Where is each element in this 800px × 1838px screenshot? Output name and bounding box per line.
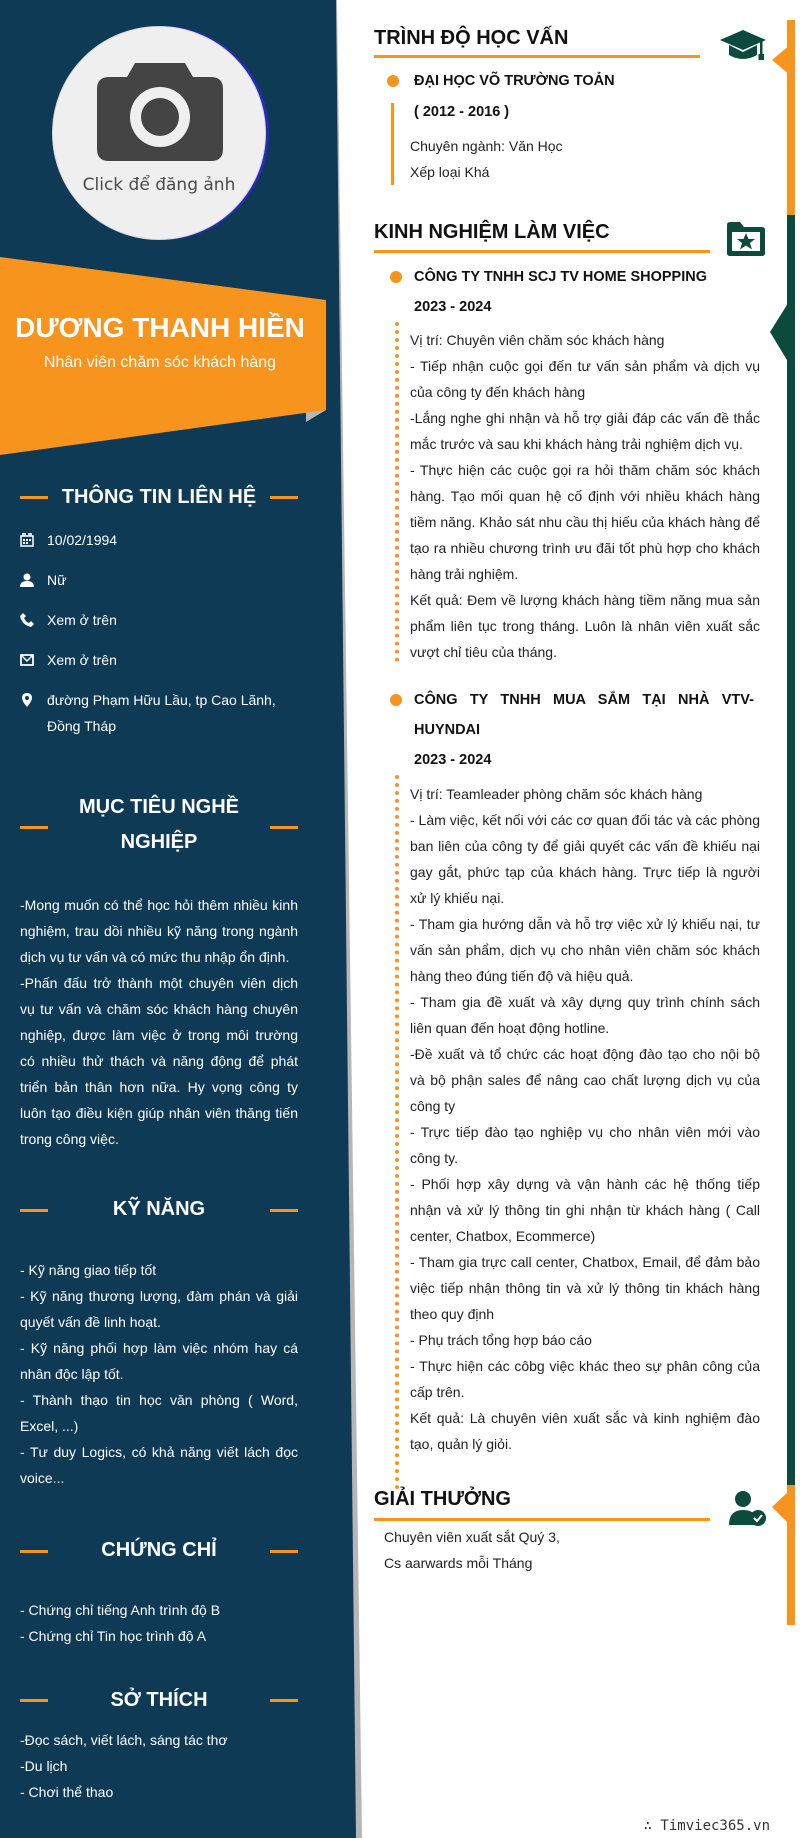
full-name: DƯƠNG THANH HIỀN <box>15 312 305 343</box>
site-watermark: ∴ Timviec365.vn <box>643 1818 770 1834</box>
skills-title: KỸ NĂNG <box>112 1198 206 1220</box>
award-item: Cs aarwards mỗi Tháng <box>384 1555 533 1571</box>
job-1-timeline <box>395 322 399 662</box>
job-1-company: CÔNG TY TNHH SCJ TV HOME SHOPPING <box>414 269 707 285</box>
location-icon <box>20 693 34 707</box>
job-bullet <box>390 694 402 706</box>
profile-photo-upload[interactable] <box>52 26 266 240</box>
job-1-line: - Thực hiện các cuộc gọi ra hỏi thăm chăm sóc khách hàng. Tạo mối quan hệ cố định với nhiều khách hàng tiềm năng. Khảo sát nhu cầu thị hiếu của khách hàng để tạo ra nhiều chương trình ưu đãi tốt phù hợp cho khách hàng trải nghiệm. <box>410 462 760 582</box>
section-dash-right <box>270 826 298 829</box>
contact-birthday-row <box>20 527 306 553</box>
user-check-icon <box>729 1490 767 1526</box>
education-major: Chuyên ngành: Văn Học <box>410 138 563 154</box>
skill-item: - Thành thạo tin học văn phòng ( Word, Excel, ...) <box>20 1392 298 1434</box>
education-period: ( 2012 - 2016 ) <box>414 104 510 120</box>
hobby-item: -Du lịch <box>20 1758 68 1774</box>
accent-notch-3 <box>772 1490 790 1525</box>
awards-title: GIẢI THƯỞNG <box>374 1488 511 1510</box>
contact-address-row <box>20 687 306 739</box>
experience-title-underline <box>374 250 710 253</box>
contact-email-row <box>20 647 306 673</box>
contact-gender-row <box>20 567 306 593</box>
job-2-line: - Phối hợp xây dựng và vận hành các hệ thống tiếp nhận và xử lý thông tin ghi nhận từ khách hàng ( Call center, Chatbox, Ecommerce) <box>410 1176 760 1244</box>
phone-icon <box>20 613 34 627</box>
camera-icon <box>97 59 223 161</box>
hobby-item: - Chơi thể thao <box>20 1784 114 1800</box>
job-2-timeline <box>395 775 399 1490</box>
gender-value: Nữ <box>47 572 67 588</box>
skill-item: - Tư duy Logics, có khả năng viết lách đọc voice... <box>20 1444 298 1486</box>
address-value: đường Phạm Hữu Lầu, tp Cao Lãnh, Đồng Tháp <box>47 692 276 734</box>
contact-phone-row <box>20 607 306 633</box>
skills-text <box>20 1257 298 1491</box>
award-item: Chuyên viên xuất sắt Quý 3, <box>384 1529 560 1545</box>
job-2-line: Vị trí: Teamleader phòng chăm sóc khách hàng <box>410 786 703 802</box>
hobbies-text <box>20 1727 298 1805</box>
folder-star-icon <box>727 222 765 256</box>
skill-item: - Kỹ năng thương lượng, đàm phán và giải quyết vấn đề linh hoạt. <box>20 1288 298 1330</box>
objective-line: -Phấn đấu trở thành một chuyên viên dịch vụ tư vấn và chăm sóc khách hàng chuyên nghiệp, được làm việc ở trong môi trường có nhiều thử thách và năng động để phát triển bản thân hơn nữa. Hy vọng công ty luôn tạo điều kiện giúp nhân viên thăng tiến trong công việc. <box>20 975 298 1147</box>
education-title-underline <box>374 55 700 58</box>
education-title: TRÌNH ĐỘ HỌC VẤN <box>374 27 569 49</box>
job-2-company: CÔNG TY TNHH MUA SẮM TẠI NHÀ VTV-HUYNDAI <box>414 692 754 738</box>
job-2-line: -Đề xuất và tổ chức các hoạt động đào tạo cho nội bộ và bộ phận sales để nâng cao chất lượng dịch vụ của công ty <box>410 1046 760 1114</box>
graduation-cap-icon <box>720 30 766 64</box>
section-dash-left <box>20 826 48 829</box>
job-2-line: - Tham gia hướng dẫn và hỗ trợ việc xử lý khiếu nại, tư vấn sản phẩm, dịch vụ cho nhân viên chăm sóc khách hàng theo đúng tiến độ và hiệu quả. <box>410 916 760 984</box>
objective-title: MỤC TIÊU NGHỀ NGHIỆP <box>79 796 239 853</box>
hobby-item: -Đọc sách, viết lách, sáng tác thơ <box>20 1732 228 1748</box>
education-bullet <box>387 75 399 87</box>
birthday-value: 10/02/1994 <box>47 532 118 548</box>
job-1-line: Kết quả: Đem về lượng khách hàng tiềm năng mua sản phẩm liên tục trong tháng. Luôn là nhân viên xuất sắc vượt chỉ tiêu của tháng. <box>410 592 760 660</box>
job-2-line: - Làm việc, kết nối với các cơ quan đối tác và các phòng ban liên của công ty để giải quyết các vấn đề khiếu nại gay gắt, phức tạp của khách hàng. Trực tiếp là người xử lý khiếu nại. <box>410 812 760 906</box>
job-bullet <box>390 271 402 283</box>
awards-title-underline <box>374 1518 710 1521</box>
education-rank: Xếp loại Khá <box>410 164 490 180</box>
school-name: ĐẠI HỌC VÕ TRƯỜNG TOẢN <box>414 73 615 89</box>
contact-title: THÔNG TIN LIÊN HỆ <box>61 486 257 508</box>
skill-item: - Kỹ năng phối hợp làm việc nhóm hay cá nhân độc lập tốt. <box>20 1340 298 1382</box>
skill-item: - Kỹ năng giao tiếp tốt <box>20 1262 157 1278</box>
phone-value: Xem ở trên <box>47 612 117 628</box>
job-2-details <box>410 781 760 1457</box>
job-title: Nhân viên chăm sóc khách hàng <box>43 354 277 371</box>
job-2-line: - Trực tiếp đào tạo nghiệp vụ cho nhân viên mới vào công ty. <box>410 1124 760 1166</box>
job-1-line: -Lắng nghe ghi nhận và hỗ trợ giải đáp các vấn đề thắc mắc trước và sau khi khách hàng trải nghiệm dịch vụ. <box>410 410 760 452</box>
certificates-title: CHỨNG CHỈ <box>101 1539 217 1561</box>
accent-notch-2 <box>770 300 790 365</box>
certificates-text <box>20 1597 298 1649</box>
job-2-line: - Phụ trách tổng hợp báo cáo <box>410 1332 592 1348</box>
awards-details <box>384 1524 744 1576</box>
accent-notch-1 <box>772 45 790 75</box>
objective-line: -Mong muốn có thể học hỏi thêm nhiều kinh nghiệm, trau dồi nhiều kỹ năng trong ngành dịch vụ tư vấn và có mức thu nhập ổn định. <box>20 897 298 965</box>
email-value: Xem ở trên <box>47 652 117 668</box>
education-timeline <box>391 103 394 185</box>
right-accent-green <box>787 215 795 1485</box>
education-details <box>410 133 760 185</box>
certificate-item: - Chứng chỉ tiếng Anh trình độ B <box>20 1602 221 1618</box>
job-2-period: 2023 - 2024 <box>414 752 492 768</box>
job-2-line: - Tham gia trực call center, Chatbox, Email, để đảm bảo việc tiếp nhận thông tin và xử lý thông tin khách hàng theo quy định <box>410 1254 760 1322</box>
user-icon <box>20 573 34 587</box>
certificate-item: - Chứng chỉ Tin học trình độ A <box>20 1628 207 1644</box>
job-1-line: - Tiếp nhận cuộc gọi đến tư vấn sản phẩm và dịch vụ của công ty đến khách hàng <box>410 358 760 400</box>
calendar-icon <box>20 533 34 547</box>
job-1-line: Vị trí: Chuyên viên chăm sóc khách hàng <box>410 332 665 348</box>
email-icon <box>20 653 34 667</box>
job-2-line: - Tham gia đề xuất và xây dựng quy trình chính sách liên quan đến hoạt động hotline. <box>410 994 760 1036</box>
experience-title: KINH NGHIỆM LÀM VIỆC <box>374 221 610 243</box>
job-1-period: 2023 - 2024 <box>414 299 492 315</box>
photo-upload-label: Click để đăng ảnh <box>82 175 236 195</box>
job-2-line: Kết quả: Là chuyên viên xuất sắc và kinh nghiệm đào tạo, quản lý giỏi. <box>410 1410 760 1452</box>
job-2-line: - Thực hiện các côbg việc khác theo sự phân công của cấp trên. <box>410 1358 760 1400</box>
job-1-details <box>410 327 760 665</box>
hobbies-title: SỞ THÍCH <box>110 1689 208 1711</box>
objective-text <box>20 892 298 1152</box>
